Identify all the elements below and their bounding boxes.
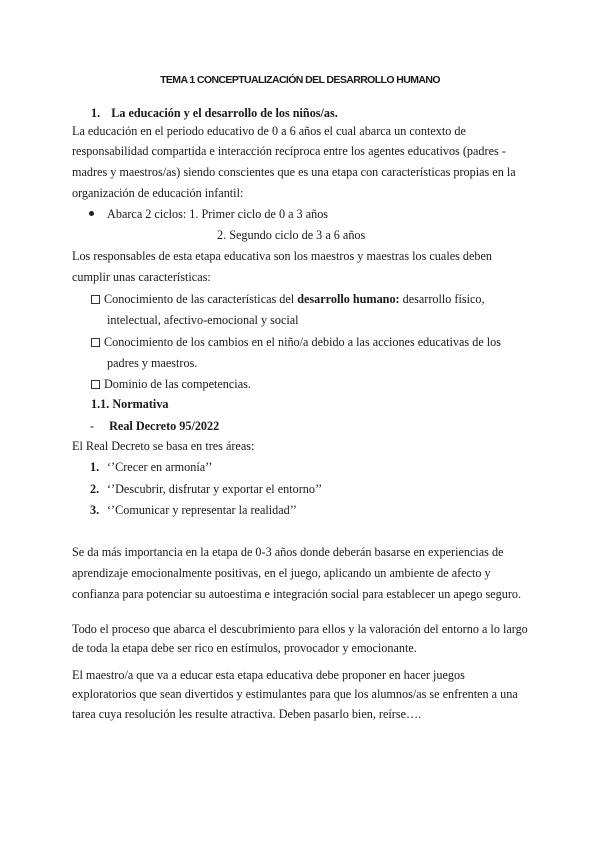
paragraph-line: tarea cuya resolución les resulte atractiva. Deben pasarlo bien, reírse….: [72, 707, 422, 721]
paragraph-line: confianza para potenciar su autoestima e integración social para establecer un apego seguro.: [72, 587, 522, 601]
area-number: 3.: [90, 503, 100, 517]
areas-intro: El Real Decreto se basa en tres áreas:: [72, 439, 255, 453]
dash-marker: -: [90, 419, 95, 433]
section-heading: [91, 106, 338, 121]
bullet-text: Abarca 2 ciclos: 1. Primer ciclo de 0 a 3 años: [107, 207, 329, 221]
area-item: [90, 460, 213, 475]
subsection-heading: 1.1. Normativa: [91, 397, 169, 411]
section-number: 1.: [91, 106, 101, 120]
decree-title: Real Decreto 95/2022: [109, 419, 220, 433]
checklist-item: [91, 335, 501, 350]
checklist-text: desarrollo físico,: [399, 292, 485, 306]
paragraph-line: organización de educación infantil:: [72, 186, 244, 200]
checkbox-icon: [91, 295, 100, 304]
checklist-text: Conocimiento de las características del: [104, 292, 298, 306]
paragraph-line: El maestro/a que va a educar esta etapa educativa debe proponer en hacer juegos: [72, 668, 465, 682]
paragraph-line: de toda la etapa debe ser rico en estímulos, provocador y emocionante.: [72, 641, 417, 655]
area-text: ‘’Comunicar y representar la realidad’’: [107, 503, 297, 517]
bullet-item: [89, 207, 328, 222]
checklist-text: Conocimiento de los cambios en el niño/a debido a las acciones educativas de los: [104, 335, 501, 349]
bullet-continuation: 2. Segundo ciclo de 3 a 6 años: [217, 228, 366, 242]
section-heading-text: La educación y el desarrollo de los niños/as.: [111, 106, 338, 120]
area-text: ‘’Descubrir, disfrutar y exportar el entorno’’: [107, 482, 323, 496]
checklist-text: Dominio de las competencias.: [104, 377, 251, 391]
paragraph-line: exploratorios que sean divertidos y estimulantes para que los alumnos/as se enfrenten a una: [72, 687, 518, 701]
area-item: [90, 482, 323, 497]
checkbox-icon: [91, 380, 100, 389]
checklist-continuation: padres y maestros.: [107, 356, 198, 370]
paragraph-line: Se da más importancia en la etapa de 0-3 años donde deberán basarse en experiencias de: [72, 545, 504, 559]
area-text: ‘’Crecer en armonía’’: [107, 460, 213, 474]
paragraph-line: Todo el proceso que abarca el descubrimiento para ellos y la valoración del entorno a lo largo: [72, 622, 528, 636]
checkbox-icon: [91, 338, 100, 347]
paragraph-line: aprendizaje emocionalmente positivas, en el juego, aplicando un ambiente de afecto y: [72, 566, 491, 580]
paragraph-line: Los responsables de esta etapa educativa son los maestros y maestras los cuales deben: [72, 249, 492, 263]
bullet-icon: [89, 211, 94, 216]
checklist-continuation: intelectual, afectivo-emocional y social: [107, 313, 299, 327]
area-number: 2.: [90, 482, 100, 496]
checklist-bold-text: desarrollo humano:: [297, 292, 400, 306]
checklist-item: [91, 377, 251, 392]
area-item: [90, 503, 297, 518]
checklist-item: [91, 292, 485, 307]
paragraph-line: madres y maestros/as) siendo conscientes que es una etapa con características propias en la: [72, 165, 516, 179]
paragraph-line: responsabilidad compartida e interacción recíproca entre los agentes educativos (padres -: [72, 144, 506, 158]
paragraph-line: La educación en el periodo educativo de 0 a 6 años el cual abarca un contexto de: [72, 124, 466, 138]
area-number: 1.: [90, 460, 100, 474]
paragraph-line: cumplir unas características:: [72, 270, 211, 284]
decree-item: [90, 419, 219, 434]
page-title: TEMA 1 CONCEPTUALIZACIÓN DEL DESARROLLO HUMANO: [160, 74, 440, 86]
